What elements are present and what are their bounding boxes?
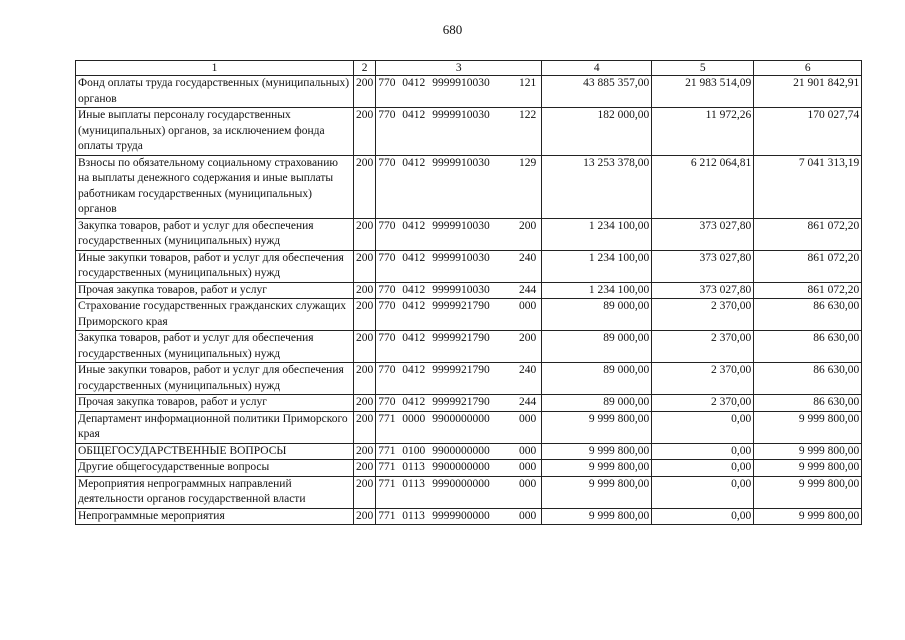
row-section: 770: [378, 283, 396, 296]
row-name: Иные закупки товаров, работ и услуг для обеспечения государственных (муниципальных) нужд: [76, 363, 354, 395]
row-target-article: 9999900000: [432, 509, 490, 522]
row-amount-4: 9 999 800,00: [542, 460, 652, 477]
table-row: [76, 218, 862, 250]
row-classification-code: [376, 411, 542, 443]
row-amount-5: 2 370,00: [652, 363, 754, 395]
table-row: [76, 508, 862, 525]
row-section: 770: [378, 251, 396, 264]
row-subsection: 0412: [402, 109, 426, 121]
table-body: [76, 76, 862, 525]
row-name: Иные выплаты персоналу государственных (муниципальных) органов, за исключением фонда оплаты труда: [76, 108, 354, 156]
row-grbs: 200: [354, 299, 376, 331]
row-section: 770: [378, 396, 396, 408]
row-subsection: 0113: [402, 509, 425, 522]
row-amount-4: 182 000,00: [542, 108, 652, 156]
row-name: Закупка товаров, работ и услуг для обеспечения государственных (муниципальных) нужд: [76, 218, 354, 250]
row-classification-code: [376, 155, 542, 218]
row-grbs: 200: [354, 395, 376, 412]
row-amount-4: 89 000,00: [542, 299, 652, 331]
budget-table: [75, 60, 862, 525]
row-amount-5: 373 027,80: [652, 282, 754, 299]
row-expense-type: 240: [519, 364, 537, 376]
row-amount-6: 861 072,20: [754, 282, 862, 299]
row-amount-5: 0,00: [652, 443, 754, 460]
row-amount-4: 89 000,00: [542, 363, 652, 395]
row-classification-code: [376, 460, 542, 477]
row-section: 770: [378, 332, 396, 344]
table-row: [76, 250, 862, 282]
row-expense-type: 200: [519, 219, 537, 232]
row-grbs: 200: [354, 76, 376, 108]
row-classification-code: [376, 395, 542, 412]
row-grbs: 200: [354, 476, 376, 508]
row-target-article: 9999910030: [432, 109, 490, 121]
row-classification-code: [376, 218, 542, 250]
row-grbs: 200: [354, 250, 376, 282]
row-amount-5: 373 027,80: [652, 218, 754, 250]
row-amount-6: 21 901 842,91: [754, 76, 862, 108]
row-subsection: 0100: [402, 444, 426, 457]
table-row: [76, 363, 862, 395]
table-row: [76, 395, 862, 412]
row-section: 770: [378, 109, 396, 121]
row-amount-5: 0,00: [652, 476, 754, 508]
row-subsection: 0412: [402, 364, 426, 376]
row-classification-code: [376, 363, 542, 395]
row-expense-type: 000: [519, 412, 537, 425]
row-expense-type: 000: [519, 444, 537, 457]
row-subsection: 0412: [402, 77, 426, 89]
row-target-article: 9900000000: [432, 444, 490, 457]
row-subsection: 0113: [402, 477, 425, 490]
row-name: Мероприятия непрограммных направлений деятельности органов государственной власти: [76, 476, 354, 508]
table-row: [76, 460, 862, 477]
row-target-article: 9999921790: [432, 332, 490, 344]
row-subsection: 0412: [402, 332, 426, 344]
row-amount-4: 9 999 800,00: [542, 443, 652, 460]
row-classification-code: [376, 250, 542, 282]
row-expense-type: 129: [519, 156, 537, 169]
column-header-1: 1: [76, 61, 354, 76]
row-grbs: 200: [354, 218, 376, 250]
column-header-4: 4: [542, 61, 652, 76]
row-amount-4: 43 885 357,00: [542, 76, 652, 108]
row-amount-6: 9 999 800,00: [754, 411, 862, 443]
row-section: 771: [378, 461, 396, 473]
row-amount-5: 6 212 064,81: [652, 155, 754, 218]
row-target-article: 9999910030: [432, 219, 490, 232]
row-expense-type: 000: [519, 509, 537, 522]
row-target-article: 9999921790: [432, 300, 490, 312]
row-subsection: 0412: [402, 396, 426, 408]
table-row: [76, 76, 862, 108]
row-grbs: 200: [354, 108, 376, 156]
row-name: Непрограммные мероприятия: [76, 508, 354, 525]
row-target-article: 9999921790: [432, 396, 490, 408]
row-amount-5: 373 027,80: [652, 250, 754, 282]
row-name: Иные закупки товаров, работ и услуг для обеспечения государственных (муниципальных) нужд: [76, 250, 354, 282]
row-grbs: 200: [354, 363, 376, 395]
row-target-article: 9999910030: [432, 283, 490, 296]
row-amount-4: 1 234 100,00: [542, 250, 652, 282]
row-amount-4: 1 234 100,00: [542, 218, 652, 250]
row-amount-4: 1 234 100,00: [542, 282, 652, 299]
row-target-article: 9999910030: [432, 77, 490, 89]
row-name: Прочая закупка товаров, работ и услуг: [76, 282, 354, 299]
row-expense-type: 121: [519, 77, 537, 89]
table-row: [76, 108, 862, 156]
row-amount-5: 11 972,26: [652, 108, 754, 156]
row-subsection: 0412: [402, 156, 426, 169]
row-classification-code: [376, 76, 542, 108]
row-amount-4: 89 000,00: [542, 331, 652, 363]
row-amount-6: 86 630,00: [754, 363, 862, 395]
row-target-article: 9900000000: [432, 461, 490, 473]
row-amount-6: 861 072,20: [754, 250, 862, 282]
row-amount-4: 9 999 800,00: [542, 508, 652, 525]
column-header-2: 2: [354, 61, 376, 76]
row-subsection: 0412: [402, 251, 426, 264]
row-amount-6: 86 630,00: [754, 395, 862, 412]
row-grbs: 200: [354, 443, 376, 460]
row-amount-6: 9 999 800,00: [754, 443, 862, 460]
row-expense-type: 240: [519, 251, 537, 264]
row-amount-6: 170 027,74: [754, 108, 862, 156]
row-amount-6: 86 630,00: [754, 299, 862, 331]
row-section: 771: [378, 412, 396, 425]
table-row: [76, 476, 862, 508]
row-grbs: 200: [354, 460, 376, 477]
row-subsection: 0412: [402, 219, 426, 232]
row-classification-code: [376, 508, 542, 525]
row-amount-6: 86 630,00: [754, 331, 862, 363]
row-classification-code: [376, 443, 542, 460]
row-subsection: 0412: [402, 300, 426, 312]
row-target-article: 9990000000: [432, 477, 490, 490]
row-section: 771: [378, 509, 396, 522]
row-amount-4: 13 253 378,00: [542, 155, 652, 218]
row-target-article: 9999921790: [432, 364, 490, 376]
table-row: [76, 155, 862, 218]
row-section: 770: [378, 300, 396, 312]
row-name: Взносы по обязательному социальному страхованию на выплаты денежного содержания и иные выплаты работникам государственных (муниципальных) органов: [76, 155, 354, 218]
row-expense-type: 122: [519, 109, 537, 121]
row-expense-type: 244: [519, 283, 537, 296]
row-name: Другие общегосударственные вопросы: [76, 460, 354, 477]
row-expense-type: 000: [519, 300, 537, 312]
row-amount-5: 0,00: [652, 460, 754, 477]
page-number: 680: [442, 22, 463, 37]
row-amount-5: 0,00: [652, 508, 754, 525]
row-name: ОБЩЕГОСУДАРСТВЕННЫЕ ВОПРОСЫ: [76, 443, 354, 460]
table-row: [76, 411, 862, 443]
row-amount-5: 21 983 514,09: [652, 76, 754, 108]
row-grbs: 200: [354, 411, 376, 443]
row-name: Страхование государственных гражданских служащих Приморского края: [76, 299, 354, 331]
row-section: 770: [378, 156, 396, 169]
row-amount-6: 861 072,20: [754, 218, 862, 250]
row-amount-4: 89 000,00: [542, 395, 652, 412]
row-grbs: 200: [354, 508, 376, 525]
row-target-article: 9999910030: [432, 251, 490, 264]
row-classification-code: [376, 476, 542, 508]
row-subsection: 0000: [402, 412, 426, 425]
row-amount-6: 9 999 800,00: [754, 508, 862, 525]
row-section: 771: [378, 444, 396, 457]
row-amount-5: 0,00: [652, 411, 754, 443]
row-amount-5: 2 370,00: [652, 395, 754, 412]
table-row: [76, 331, 862, 363]
column-header-5: 5: [652, 61, 754, 76]
row-amount-6: 9 999 800,00: [754, 476, 862, 508]
row-subsection: 0412: [402, 283, 426, 296]
row-name: Фонд оплаты труда государственных (муниципальных) органов: [76, 76, 354, 108]
row-section: 770: [378, 219, 396, 232]
row-expense-type: 200: [519, 332, 537, 344]
row-grbs: 200: [354, 282, 376, 299]
row-amount-5: 2 370,00: [652, 331, 754, 363]
row-amount-4: 9 999 800,00: [542, 476, 652, 508]
row-classification-code: [376, 282, 542, 299]
row-name: Прочая закупка товаров, работ и услуг: [76, 395, 354, 412]
row-grbs: 200: [354, 155, 376, 218]
column-header-3: 3: [376, 61, 542, 76]
row-classification-code: [376, 331, 542, 363]
row-name: Департамент информационной политики Приморского края: [76, 411, 354, 443]
row-subsection: 0113: [402, 461, 425, 473]
table-row: [76, 282, 862, 299]
table-row: [76, 299, 862, 331]
row-amount-6: 7 041 313,19: [754, 155, 862, 218]
row-expense-type: 244: [519, 396, 537, 408]
row-expense-type: 000: [519, 477, 537, 490]
row-section: 770: [378, 77, 396, 89]
row-section: 770: [378, 364, 396, 376]
row-target-article: 9900000000: [432, 412, 490, 425]
header-row: [76, 61, 862, 76]
row-classification-code: [376, 108, 542, 156]
row-amount-4: 9 999 800,00: [542, 411, 652, 443]
row-grbs: 200: [354, 331, 376, 363]
table-row: [76, 443, 862, 460]
row-amount-6: 9 999 800,00: [754, 460, 862, 477]
row-target-article: 9999910030: [432, 156, 490, 169]
row-expense-type: 000: [519, 461, 537, 473]
row-name: Закупка товаров, работ и услуг для обеспечения государственных (муниципальных) нужд: [76, 331, 354, 363]
row-section: 771: [378, 477, 396, 490]
column-header-6: 6: [754, 61, 862, 76]
row-classification-code: [376, 299, 542, 331]
row-amount-5: 2 370,00: [652, 299, 754, 331]
